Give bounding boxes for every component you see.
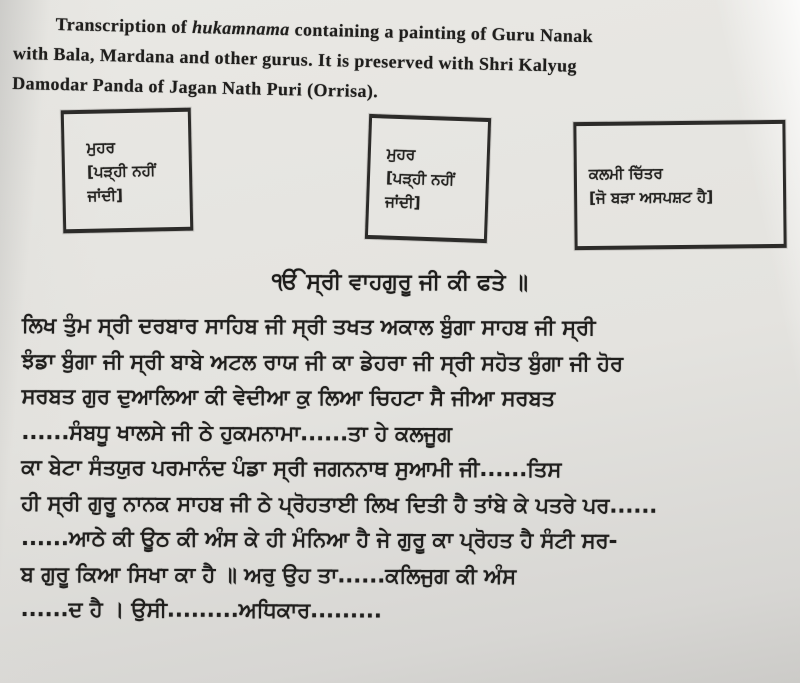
caption-line1-post: containing a painting of Guru Nanak bbox=[289, 19, 594, 47]
manuscript-line-5: ਕਾ ਬੇਟਾ ਸੰਤਯੁਰ ਪਰਮਾਨੰਦ ਪੰਡਾ ਸ੍ਰੀ ਜਗਨਨਾਥ ਸੁਆਮੀ ਜੀ......ਤਿਸ bbox=[21, 454, 562, 482]
pen-picture-box bbox=[573, 120, 786, 250]
manuscript-line-7: ......ਆਠੇ ਕੀ ਊਠ ਕੀ ਅੰਸ ਕੇ ਹੀ ਮੰਨਿਆ ਹੈ ਜੇ ਗੁਰੂ ਕਾ ਪ੍ਰੋਹਤ ਹੈ ਸੰਟੀ ਸਰ- bbox=[20, 525, 618, 553]
seal1-line-3: ਜਾਂਦੀ] bbox=[87, 185, 124, 205]
seal2-line-1: ਮੁਹਰ bbox=[386, 144, 416, 164]
seal-box-1 bbox=[61, 108, 194, 234]
seal1-line-1: ਮੁਹਰ bbox=[86, 137, 116, 157]
manuscript-line-9: ......ਦ ਹੈ । ਉਸੀ.........ਅਧਿਕਾਰ......... bbox=[20, 596, 382, 623]
pen-picture-line-2: [ਜੋ ਬੜਾ ਅਸਪਸ਼ਟ ਹੈ] bbox=[589, 187, 714, 207]
caption-line1-pre: Transcription of bbox=[55, 13, 193, 38]
caption-line-3: Damodar Panda of Jagan Nath Puri (Orrisa). bbox=[12, 72, 379, 102]
manuscript-line-3: ਸਰਬਤ ਗੁਰ ਦੁਆਲਿਆ ਕੀ ਵੇਦੀਆ ਕੁ ਲਿਆ ਚਿਹਟਾ ਸੈ ਜੀਆ ਸਰਬਤ bbox=[21, 383, 556, 411]
pen-picture-line-1: ਕਲਮੀ ਚਿੱਤਰ bbox=[588, 164, 663, 183]
gurmukhi-invocation: ੴ ਸ੍ਰੀ ਵਾਹਗੁਰੂ ਜੀ ਕੀ ਫਤੇ ॥ bbox=[271, 269, 529, 296]
manuscript-line-6: ਹੀ ਸ੍ਰੀ ਗੁਰੂ ਨਾਨਕ ਸਾਹਬ ਜੀ ਠੇ ਪ੍ਰੋਹਤਾਈ ਲਿਖ ਦਿਤੀ ਹੈ ਤਾਂਬੇ ਕੇ ਪਤਰੇ ਪਰ...... bbox=[21, 490, 658, 518]
seal2-line-2: [ਪੜ੍ਹੀ ਨਹੀਂ bbox=[385, 168, 455, 189]
gurmukhi-transcription bbox=[21, 308, 782, 631]
seal1-line-2: [ਪੜ੍ਹੀ ਨਹੀਂ bbox=[86, 160, 156, 181]
manuscript-line-4: ......ਸੰਬਧੂ ਖਾਲਸੇ ਜੀ ਠੇ ਹੁਕਮਨਾਮਾ......ਤਾ ਹੇ ਕਲਜੂਗ bbox=[21, 419, 452, 446]
manuscript-line-2: ਝੰਡਾ ਬੁੰਗਾ ਜੀ ਸ੍ਰੀ ਬਾਬੇ ਅਟਲ ਰਾਯ ਜੀ ਕਾ ਡੇਹਰਾ ਜੀ ਸ੍ਰੀ ਸਹੋਤ ਬੁੰਗਾ ਜੀ ਹੋਰ bbox=[21, 348, 624, 376]
english-caption bbox=[12, 8, 786, 115]
manuscript-line-1: ਲਿਖ ਤੁੰਮ ਸ੍ਰੀ ਦਰਬਾਰ ਸਾਹਿਬ ਜੀ ਸ੍ਰੀ ਤਖਤ ਅਕਾਲ ਬੁੰਗਾ ਸਾਹਬ ਜੀ ਸ੍ਰੀ bbox=[21, 312, 596, 340]
caption-line1-italic-word: hukamnama bbox=[191, 17, 290, 40]
seal2-line-3: ਜਾਂਦੀ] bbox=[384, 192, 421, 212]
caption-line-2: with Bala, Mardana and other gurus. It is preserved with Shri Kalyug bbox=[12, 42, 578, 76]
manuscript-line-8: ਬ ਗੁਰੂ ਕਿਆ ਸਿਖਾ ਕਾ ਹੈ ॥ ਅਰੁ ਉਹ ਤਾ......ਕਲਿਜੁਗ ਕੀ ਅੰਸ bbox=[20, 561, 517, 588]
seal-box-2 bbox=[365, 114, 491, 243]
